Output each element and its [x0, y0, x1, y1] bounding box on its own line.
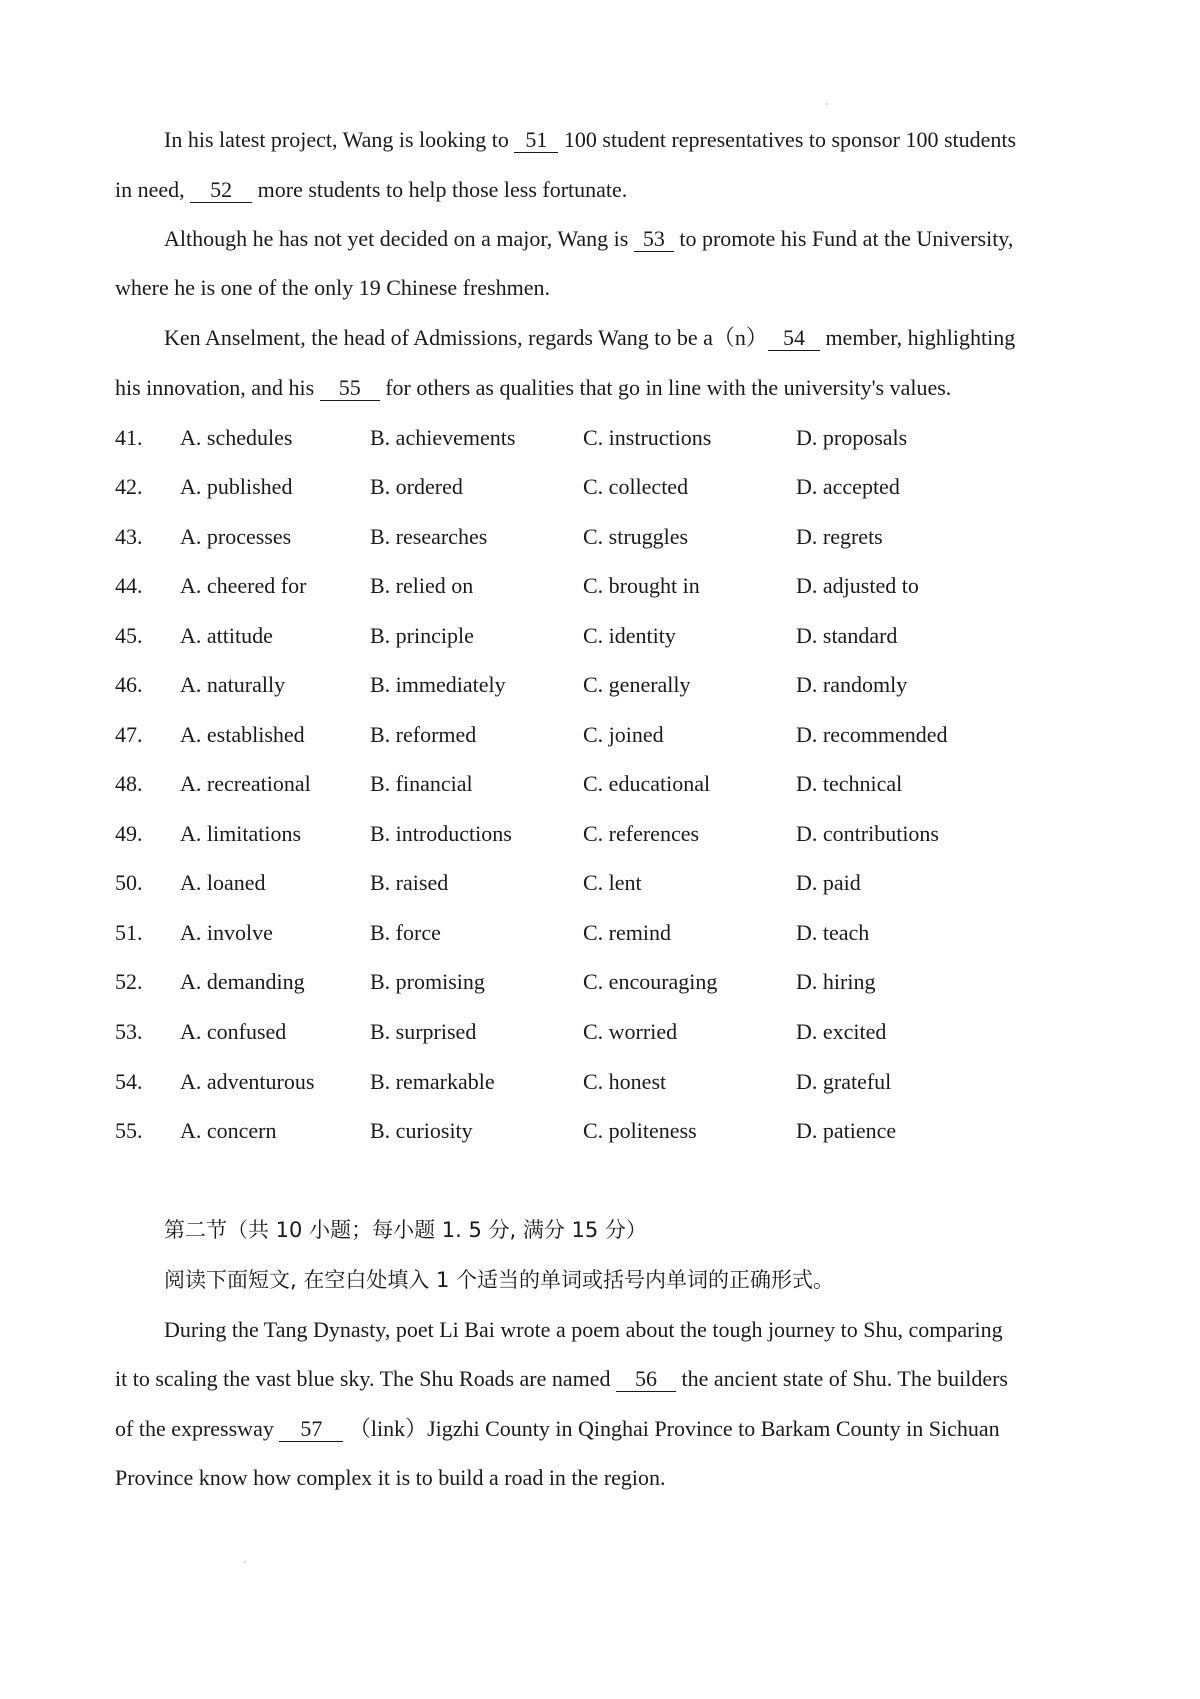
question-row [0, 1068, 1200, 1096]
option-d: D. excited [796, 1019, 887, 1044]
question-number: 54. [115, 1069, 143, 1094]
passage-text: it to scaling the vast blue sky. The Shu Roads are named [115, 1366, 617, 1391]
passage-text: member, highlighting [819, 325, 1016, 350]
option-b: B. achievements [370, 425, 516, 450]
option-b: B. relied on [370, 573, 474, 598]
passage-text: where he is one of the only 19 Chinese freshmen. [115, 275, 550, 300]
option-b: B. immediately [370, 672, 506, 697]
passage-text: During the Tang Dynasty, poet Li Bai wrote a poem about the tough journey to Shu, comparing [164, 1317, 1003, 1342]
option-d: D. technical [796, 771, 903, 796]
blank-57: 57 [279, 1417, 343, 1442]
question-row [0, 968, 1200, 996]
passage-text: to promote his Fund at the University, [673, 226, 1014, 251]
blank-54: 54 [768, 326, 820, 351]
question-row [0, 473, 1200, 501]
option-b: B. remarkable [370, 1069, 495, 1094]
option-b: B. promising [370, 969, 485, 994]
question-row [0, 1117, 1200, 1145]
passage-text: more students to help those less fortunate. [252, 177, 628, 202]
option-c: C. remind [583, 920, 671, 945]
option-a: A. involve [180, 920, 273, 945]
option-b: B. principle [370, 623, 474, 648]
option-d: D. regrets [796, 524, 883, 549]
blank-52: 52 [190, 178, 252, 203]
question-number: 48. [115, 771, 143, 796]
option-c: C. instructions [583, 425, 712, 450]
option-a: A. confused [180, 1019, 287, 1044]
option-a: A. processes [180, 524, 292, 549]
question-number: 42. [115, 474, 143, 499]
option-c: C. generally [583, 672, 691, 697]
option-d: D. recommended [796, 722, 948, 747]
option-d: D. randomly [796, 672, 908, 697]
option-c: C. identity [583, 623, 676, 648]
option-d: D. adjusted to [796, 573, 919, 598]
question-row [0, 424, 1200, 452]
question-row [0, 622, 1200, 650]
passage-text: Although he has not yet decided on a major, Wang is [164, 226, 634, 251]
option-c: C. struggles [583, 524, 689, 549]
option-a: A. schedules [180, 425, 293, 450]
option-d: D. patience [796, 1118, 897, 1143]
question-row [0, 572, 1200, 600]
question-number: 45. [115, 623, 143, 648]
option-b: B. financial [370, 771, 473, 796]
option-b: B. ordered [370, 474, 463, 499]
option-b: B. reformed [370, 722, 477, 747]
option-d: D. teach [796, 920, 870, 945]
question-row [0, 721, 1200, 749]
option-c: C. honest [583, 1069, 667, 1094]
passage-text: 100 student representatives to sponsor 100 students [558, 127, 1017, 152]
question-row [0, 1018, 1200, 1046]
scan-speck [826, 103, 828, 105]
blank-55: 55 [320, 376, 380, 401]
instruction-text: 阅读下面短文, 在空白处填入 1 个适当的单词或括号内单词的正确形式。 [164, 1268, 835, 1292]
passage-text: Ken Anselment, the head of Admissions, regards Wang to be a（n） [164, 325, 768, 350]
question-number: 44. [115, 573, 143, 598]
passage-text: in need, [115, 177, 191, 202]
option-b: B. surprised [370, 1019, 477, 1044]
question-number: 41. [115, 425, 143, 450]
option-a: A. adventurous [180, 1069, 315, 1094]
question-row [0, 919, 1200, 947]
option-b: B. introductions [370, 821, 512, 846]
question-number: 50. [115, 870, 143, 895]
option-c: C. encouraging [583, 969, 718, 994]
option-c: C. worried [583, 1019, 678, 1044]
option-b: B. raised [370, 870, 449, 895]
scan-speck [244, 1561, 246, 1563]
option-a: A. limitations [180, 821, 301, 846]
option-a: A. loaned [180, 870, 266, 895]
option-d: D. standard [796, 623, 898, 648]
question-row [0, 523, 1200, 551]
question-row [0, 820, 1200, 848]
option-b: B. researches [370, 524, 488, 549]
question-number: 53. [115, 1019, 143, 1044]
question-number: 43. [115, 524, 143, 549]
question-number: 49. [115, 821, 143, 846]
option-c: C. brought in [583, 573, 700, 598]
option-d: D. grateful [796, 1069, 892, 1094]
option-d: D. accepted [796, 474, 900, 499]
passage-text: In his latest project, Wang is looking to [164, 127, 515, 152]
option-b: B. force [370, 920, 441, 945]
passage-text: （link）Jigzhi County in Qinghai Province to Barkam County in Sichuan [343, 1416, 1000, 1441]
option-a: A. concern [180, 1118, 277, 1143]
passage-text: the ancient state of Shu. The builders [676, 1366, 1008, 1391]
option-d: D. proposals [796, 425, 908, 450]
question-row [0, 671, 1200, 699]
option-c: C. lent [583, 870, 642, 895]
option-c: C. politeness [583, 1118, 697, 1143]
option-c: C. joined [583, 722, 664, 747]
option-d: D. paid [796, 870, 861, 895]
passage-text: Province know how complex it is to build a road in the region. [115, 1465, 666, 1490]
option-a: A. recreational [180, 771, 311, 796]
passage-text: his innovation, and his [115, 375, 320, 400]
option-c: C. references [583, 821, 700, 846]
option-a: A. demanding [180, 969, 305, 994]
option-c: C. educational [583, 771, 711, 796]
option-d: D. contributions [796, 821, 939, 846]
option-a: A. published [180, 474, 293, 499]
passage-text: of the expressway [115, 1416, 280, 1441]
option-b: B. curiosity [370, 1118, 473, 1143]
option-a: A. naturally [180, 672, 286, 697]
blank-51: 51 [514, 128, 558, 153]
question-number: 51. [115, 920, 143, 945]
option-d: D. hiring [796, 969, 876, 994]
option-c: C. collected [583, 474, 689, 499]
blank-56: 56 [616, 1367, 676, 1392]
section-heading-text: 第二节（共 10 小题；每小题 1. 5 分, 满分 15 分） [164, 1218, 647, 1242]
question-number: 46. [115, 672, 143, 697]
option-a: A. established [180, 722, 305, 747]
blank-53: 53 [634, 227, 674, 252]
question-number: 52. [115, 969, 143, 994]
passage-text: for others as qualities that go in line with the university's values. [379, 375, 952, 400]
option-a: A. cheered for [180, 573, 307, 598]
question-number: 47. [115, 722, 143, 747]
question-row [0, 770, 1200, 798]
option-a: A. attitude [180, 623, 273, 648]
question-number: 55. [115, 1118, 143, 1143]
question-row [0, 869, 1200, 897]
